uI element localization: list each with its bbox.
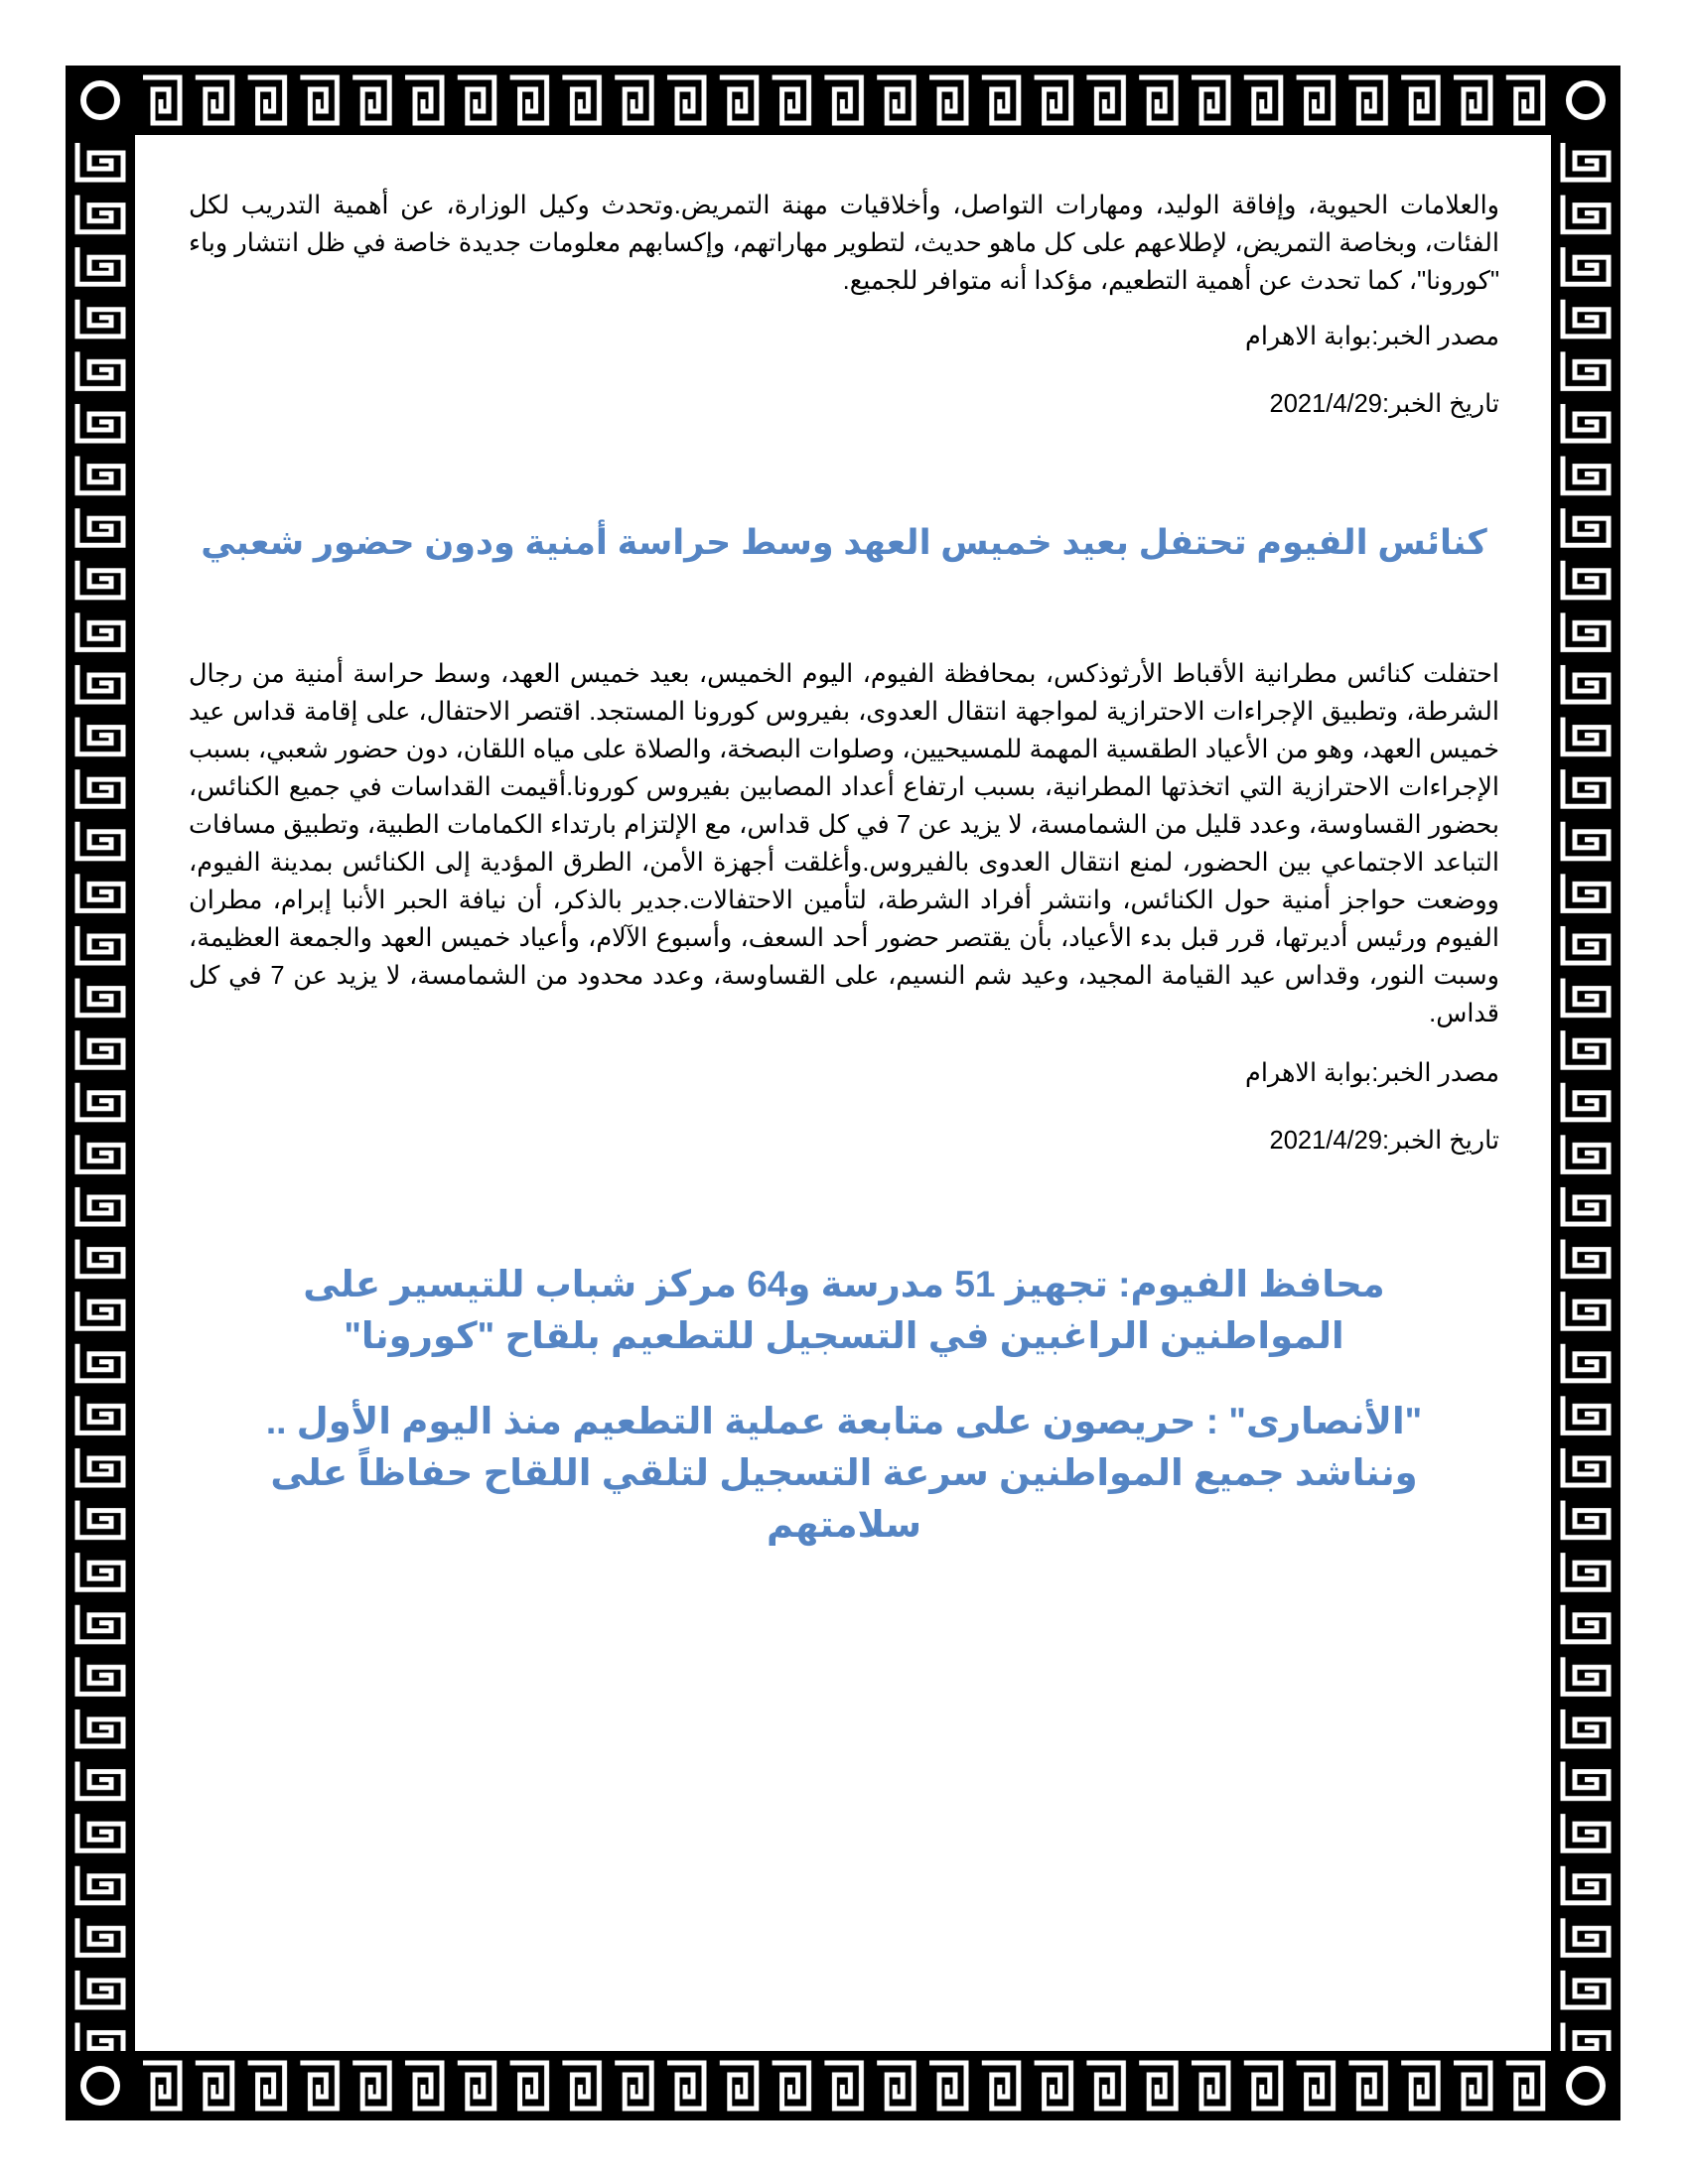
border-corner-bottom-right: [1551, 2051, 1620, 2120]
headline-churches-celebration: كنائس الفيوم تحتفل بعيد خميس العهد وسط حراسة أمنية ودون حضور شعبي: [201, 523, 1487, 562]
border-left-pattern: [66, 135, 135, 2051]
border-corner-top-left: [66, 66, 135, 135]
border-left-band: [66, 135, 135, 2051]
article-paragraph-2: احتفلت كنائس مطرانية الأقباط الأرثوذكس، بمحافظة الفيوم، اليوم الخميس، بعيد خميس العهد، وسط حراسة أمنية من رجال الشرطة، وتطبيق الإجراءات الاحترازية لمواجهة انتقال العدوى، بفيروس كورونا المستجد. اقتصر الاحتفال، على إقامة قداس عيد خميس العهد، وهو من الأعياد الطقسية المهمة للمسيحيين، وصلوات البصخة، والصلاة على مياه اللقان، دون حضور شعبي، بسبب الإجراءات الاحترازية التي اتخذتها المطرانية، بسبب ارتفاع أعداد المصابين بفيروس كورونا.أقيمت القداسات في جميع الكنائس، بحضور القساوسة، وعدد قليل من الشمامسة، لا يزيد عن 7 في كل قداس، مع الإلتزام بارتداء الكمامات الطبية، وتطبيق مسافات التباعد الاجتماعي بين الحضور، لمنع انتقال العدوى بالفيروس.وأغلقت أجهزة الأمن، الطرق المؤدية إلى الكنائس بمدينة الفيوم، ووضعت حواجز أمنية حول الكنائس، وانتشر أفراد الشرطة، لتأمين الاحتفالات.جدير بالذكر، أن نيافة الحبر الأنبا إبرام، مطران الفيوم ورئيس أديرتها، قرر قبل بدء الأعياد، بأن يقتصر حضور أحد السعف، وأسبوع الآلام، وأعياد خميس العهد والجمعة العظيمة، وسبت النور، وقداس عيد القيامة المجيد، وعيد شم النسيم، على القساوسة، وعدد محدود من الشمامسة، لا يزيد عن 7 في كل قداس.: [189, 660, 1499, 1027]
news-source-1: مصدر الخبر:بوابة الاهرام: [1245, 323, 1499, 350]
border-top-band: [135, 66, 1551, 135]
news-date-1: تاريخ الخبر:2021/4/29: [1269, 390, 1499, 418]
border-bottom-pattern: [135, 2051, 1551, 2120]
headline-ansari-statement: "الأنصارى" : حريصون على متابعة عملية التطعيم منذ اليوم الأول .. ونناشد جميع المواطنين سرعة التسجيل لتلقي اللقاح حفاظاً على سلامتهم: [265, 1401, 1423, 1545]
headline-governor-vaccination: محافظ الفيوم: تجهيز 51 مدرسة و64 مركز شباب للتيسير على المواطنين الراغبين في التسجيل للتطعيم بلقاح "كورونا": [303, 1264, 1385, 1356]
border-corner-bottom-left: [66, 2051, 135, 2120]
article-paragraph-1: والعلامات الحيوية، وإفاقة الوليد، ومهارات التواصل، وأخلاقيات مهنة التمريض.وتحدث وكيل الوزارة، عن أهمية التدريب لكل الفئات، وبخاصة التمريض، لإطلاعهم على كل ماهو حديث، لتطوير مهاراتهم، وإكسابهم معلومات جديدة خاصة في ظل انتشار وباء "كورونا"، كما تحدث عن أهمية التطعيم، مؤكدا أنه متوافر للجميع.: [189, 192, 1499, 295]
border-corner-top-right: [1551, 66, 1620, 135]
news-date-2: تاريخ الخبر:2021/4/29: [1269, 1127, 1499, 1155]
news-source-2: مصدر الخبر:بوابة الاهرام: [1245, 1059, 1499, 1087]
border-right-band: [1551, 135, 1620, 2051]
border-bottom-band: [135, 2051, 1551, 2120]
article-content: [189, 187, 1499, 1551]
border-top-pattern: [135, 66, 1551, 135]
border-right-pattern: [1551, 135, 1620, 2051]
